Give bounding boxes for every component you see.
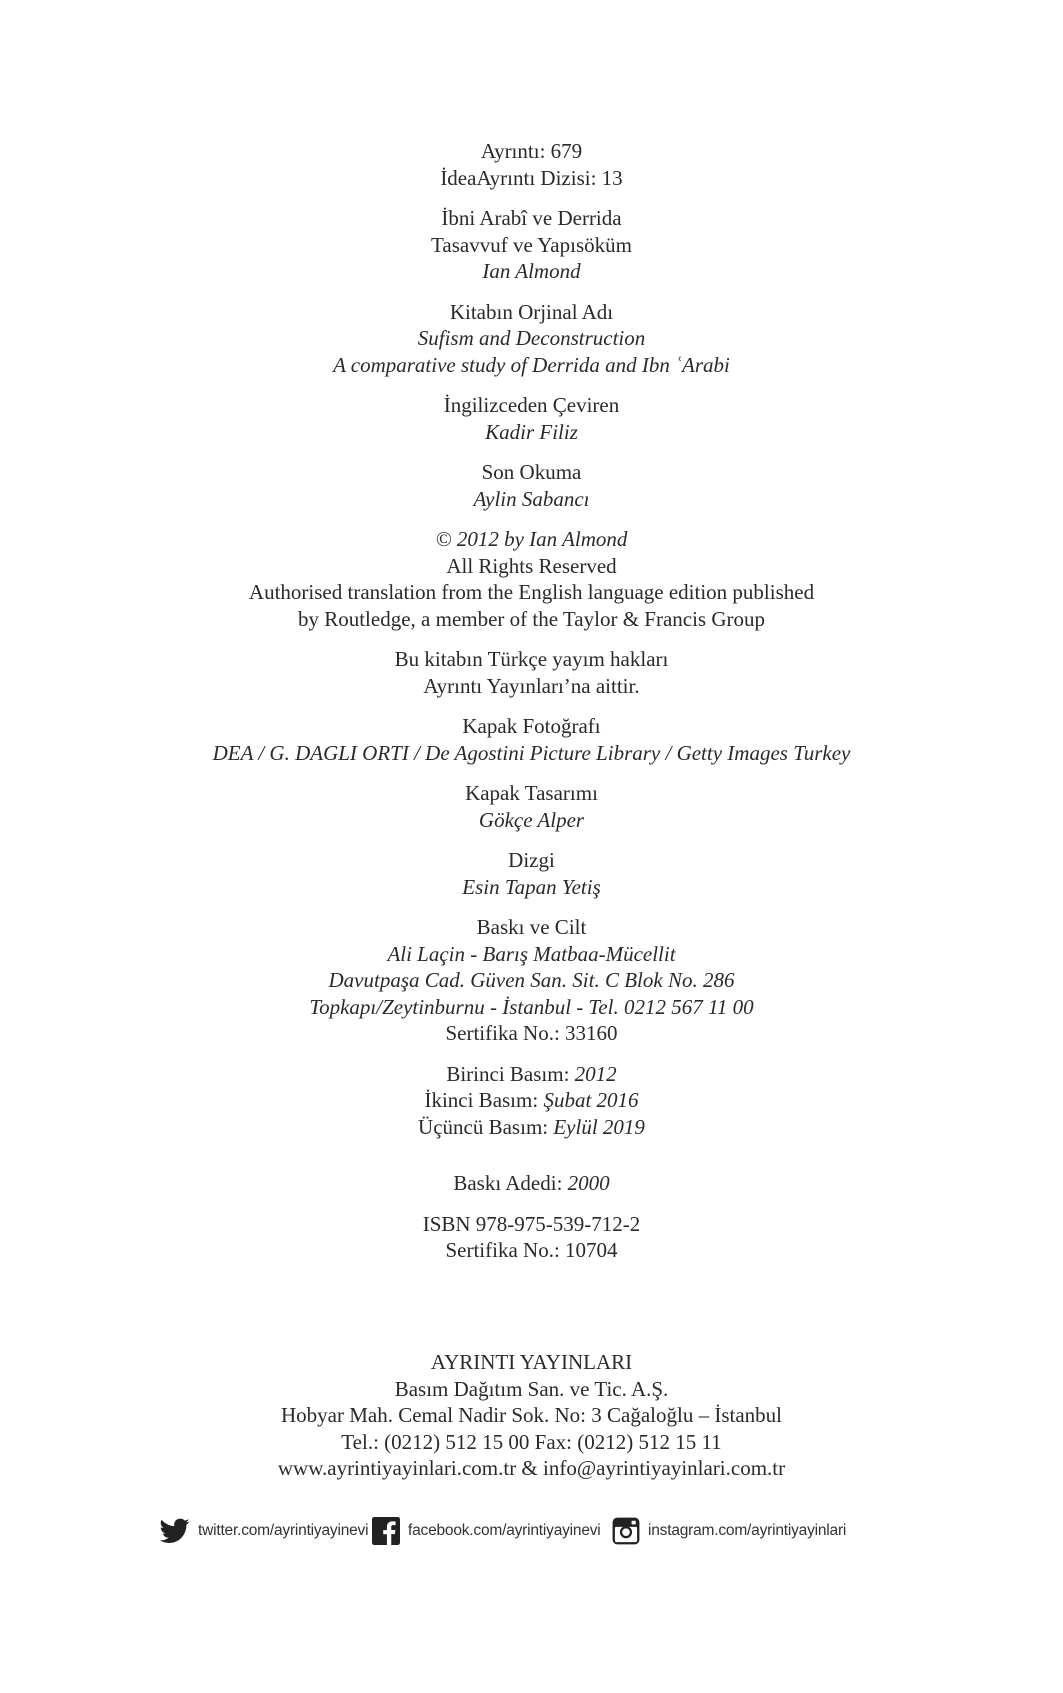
cover-photo-block — [0, 713, 1063, 766]
translator-block — [0, 392, 1063, 445]
proofreading-label: Son Okuma — [481, 460, 582, 484]
series-name: İdeaAyrıntı Dizisi: 13 — [440, 165, 623, 190]
colophon-content — [0, 138, 1063, 1278]
edition-first-label: Birinci Basım: — [446, 1061, 575, 1086]
printing-label: Baskı ve Cilt — [476, 915, 587, 939]
typesetting-block — [0, 847, 1063, 900]
book-title: İbni Arabî ve Derrida — [441, 206, 622, 230]
edition-first-date: 2012 — [574, 1061, 617, 1086]
typesetting-label: Dizgi — [508, 848, 555, 872]
printer-city-phone: Topkapı/Zeytinburnu - İstanbul - Tel. 0212 567 11 00 — [309, 994, 754, 1019]
isbn: ISBN 978-975-539-712-2 — [422, 1211, 641, 1236]
turkish-rights-block — [0, 646, 1063, 699]
cover-photo-label: Kapak Fotoğrafı — [462, 714, 601, 738]
social-instagram[interactable] — [612, 1513, 846, 1549]
cover-design-name: Gökçe Alper — [478, 807, 585, 832]
typesetting-name: Esin Tapan Yetiş — [462, 874, 601, 899]
original-title-label: Kitabın Orjinal Adı — [449, 299, 614, 324]
publisher-web: www.ayrintiyayinlari.com.tr & info@ayrintiyayinlari.com.tr — [277, 1456, 786, 1480]
facebook-link[interactable]: facebook.com/ayrintiyayinevi — [408, 1522, 601, 1539]
edition-second-date: Şubat 2016 — [543, 1088, 639, 1112]
original-title: Sufism and Deconstruction — [417, 326, 646, 350]
book-subtitle: Tasavvuf ve Yapısöküm — [431, 232, 632, 257]
printer-address: Davutpaşa Cad. Güven San. Sit. C Blok No. 286 — [328, 968, 735, 992]
publisher-phone: Tel.: (0212) 512 15 00 Fax: (0212) 512 15 11 — [341, 1429, 722, 1454]
publisher-address: Hobyar Mah. Cemal Nadir Sok. No: 3 Cağaloğlu – İstanbul — [280, 1403, 782, 1427]
translator-label: İngilizceden Çeviren — [443, 393, 620, 417]
edition-third-date: Eylül 2019 — [553, 1114, 645, 1139]
edition-third — [0, 1114, 1063, 1141]
cover-photo-credit: DEA / G. DAGLI ORTI / De Agostini Picture Library / Getty Images Turkey — [212, 740, 851, 765]
translation-notice: Authorised translation from the English language edition published — [248, 580, 815, 604]
printer-certificate: Sertifika No.: 33160 — [445, 1021, 618, 1045]
print-run-value: 2000 — [567, 1171, 610, 1195]
rights-reserved: All Rights Reserved — [446, 553, 617, 578]
edition-second — [0, 1087, 1063, 1114]
edition-second-label: İkinci Basım: — [424, 1088, 544, 1112]
publisher-company: Basım Dağıtım San. ve Tic. A.Ş. — [394, 1376, 669, 1401]
publisher-name: AYRINTI YAYINLARI — [430, 1350, 633, 1374]
proofreading-block — [0, 459, 1063, 512]
print-run-label: Baskı Adedi: — [453, 1171, 568, 1195]
printing-block — [0, 914, 1063, 1047]
original-subtitle: A comparative study of Derrida and Ibn ʿArabi — [333, 352, 730, 377]
social-facebook[interactable] — [372, 1513, 601, 1549]
series-number: Ayrıntı: 679 — [480, 139, 583, 163]
printer-name: Ali Laçin - Barış Matbaa-Mücellit — [387, 941, 676, 966]
translator-name: Kadir Filiz — [485, 419, 578, 444]
twitter-icon — [160, 1518, 190, 1544]
series-info — [0, 138, 1063, 191]
cover-design-block — [0, 780, 1063, 833]
facebook-icon — [372, 1517, 400, 1545]
book-title-block — [0, 205, 1063, 285]
publisher-certificate: Sertifika No.: 10704 — [445, 1238, 618, 1262]
publisher-block — [0, 1349, 1063, 1482]
proofreading-name: Aylin Sabancı — [473, 486, 590, 511]
copyright-notice: © 2012 by Ian Almond — [435, 527, 628, 551]
instagram-link[interactable]: instagram.com/ayrintiyayinlari — [648, 1522, 847, 1539]
turkish-rights-line2: Ayrıntı Yayınları’na aittir. — [423, 673, 640, 698]
print-run-block — [0, 1170, 1063, 1197]
instagram-icon — [612, 1517, 640, 1545]
turkish-rights-line1: Bu kitabın Türkçe yayım hakları — [394, 647, 669, 671]
copyright-block — [0, 526, 1063, 632]
twitter-link[interactable]: twitter.com/ayrintiyayinevi — [198, 1522, 369, 1539]
publisher-notice: by Routledge, a member of the Taylor & Francis Group — [297, 606, 766, 631]
book-author: Ian Almond — [482, 259, 581, 283]
editions-block — [0, 1061, 1063, 1141]
isbn-block — [0, 1211, 1063, 1264]
edition-third-label: Üçüncü Basım: — [418, 1114, 554, 1139]
edition-first — [0, 1061, 1063, 1088]
print-run — [0, 1170, 1063, 1197]
original-title-block — [0, 299, 1063, 379]
cover-design-label: Kapak Tasarımı — [465, 781, 598, 805]
social-twitter[interactable] — [160, 1513, 368, 1549]
social-links — [160, 1513, 920, 1553]
